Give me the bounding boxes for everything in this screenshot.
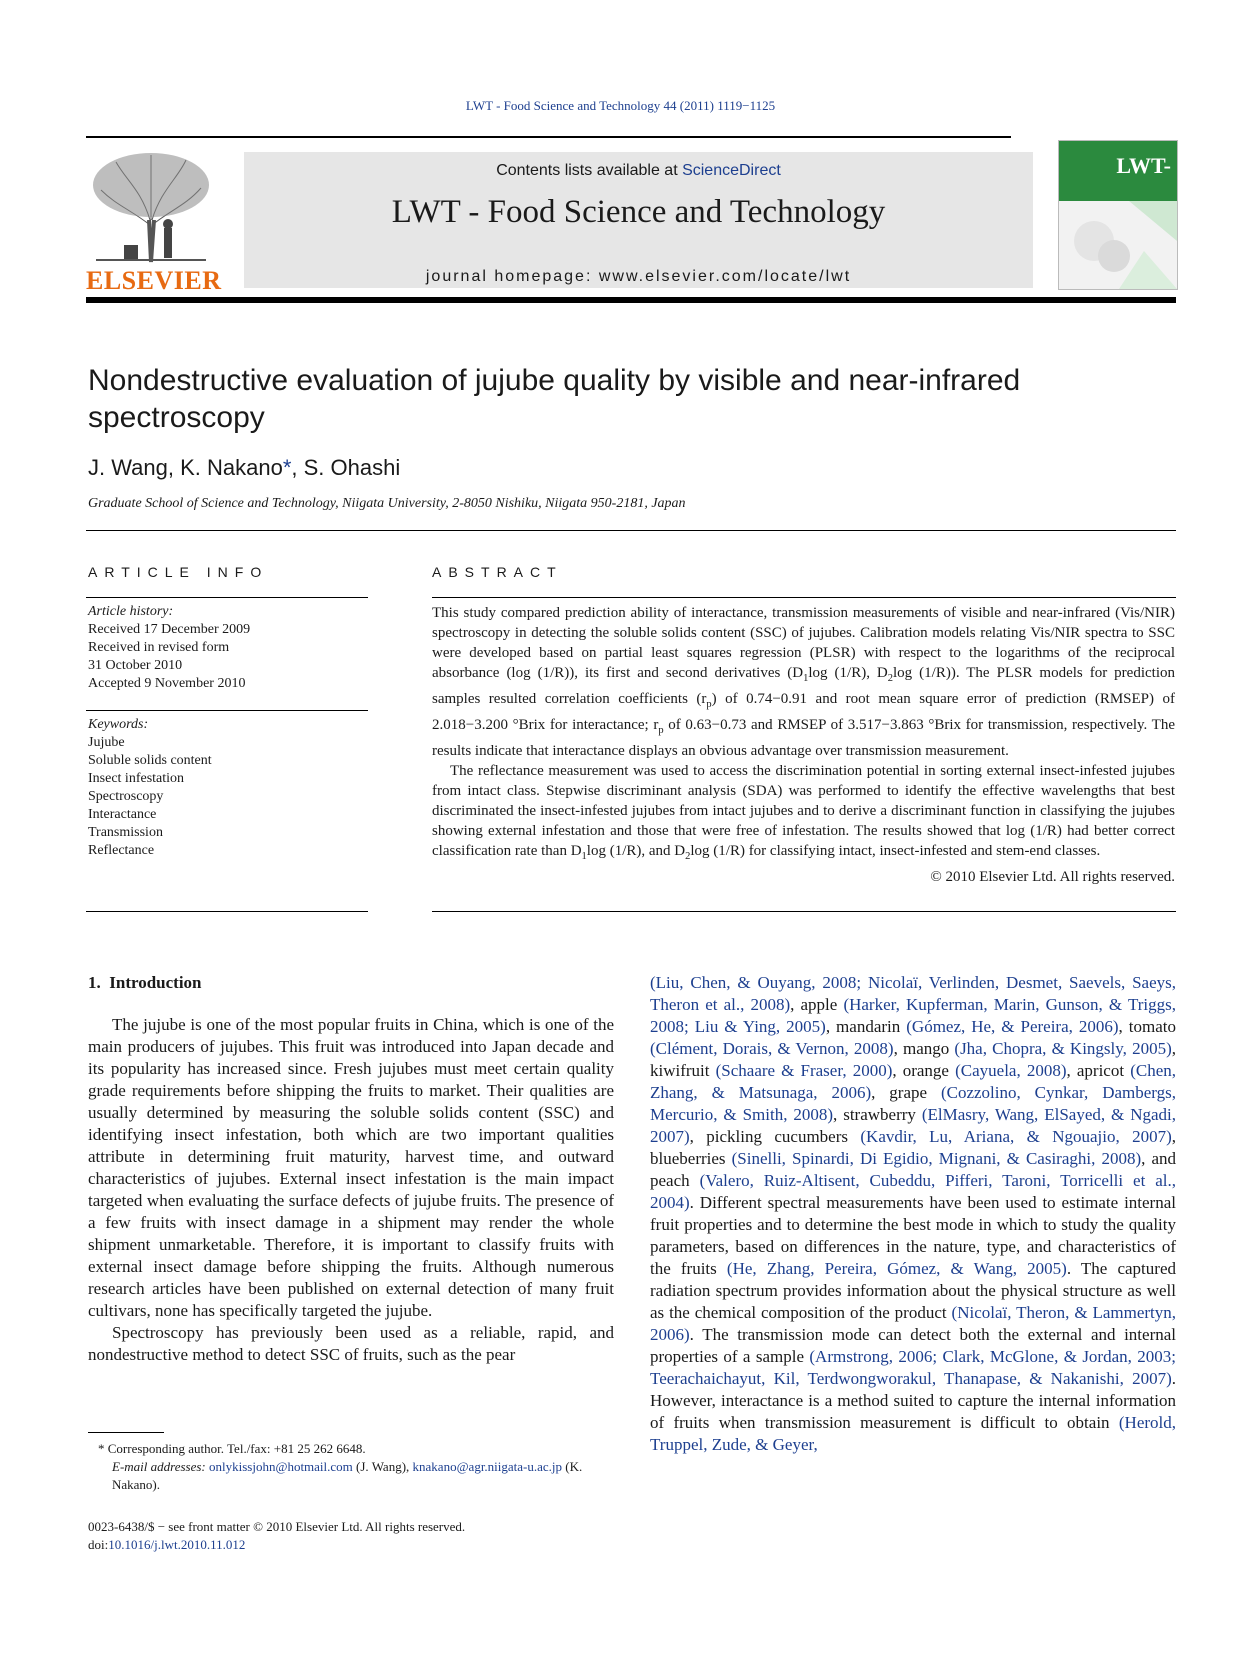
body-text: , orange (892, 1061, 956, 1080)
affiliation: Graduate School of Science and Technology, Niigata University, 2-8050 Nishiku, Niigata 950-2181, Japan (88, 496, 686, 511)
article-info-bottom-rule (86, 911, 368, 912)
contents-line (244, 162, 1033, 180)
keyword-item: Jujube (88, 735, 125, 750)
keyword-item: Insect infestation (88, 771, 185, 786)
reference-citation-link[interactable]: (Clément, Dorais, & Vernon, 2008) (650, 1039, 894, 1058)
keywords-rule (86, 710, 368, 711)
section-heading-introduction: 1. Introduction (88, 973, 202, 992)
authors-first: J. Wang, K. Nakano (88, 455, 283, 480)
reference-citation-link[interactable]: (He, Zhang, Pereira, Gómez, & Wang, 2005) (726, 1259, 1067, 1278)
contents-prefix: Contents lists available at (496, 162, 683, 179)
reference-citation-link[interactable]: (Cozzolino, Cynkar, Dambergs, Mercurio, & Smith, 2008) (650, 1083, 1176, 1124)
reference-citation-link[interactable]: (Sinelli, Spinardi, Di Egidio, Mignani, & Casiraghi, 2008) (731, 1149, 1142, 1168)
reference-citation-link[interactable]: (Jha, Chopra, & Kingsly, 2005) (954, 1039, 1172, 1058)
corresponding-author-note: * Corresponding author. Tel./fax: +81 25 262 6648. (98, 1441, 366, 1456)
body-text: . The transmission mode can detect both the external and internal properties of a sample (650, 1325, 1176, 1366)
cover-title: LWT- (1116, 153, 1171, 178)
history-label: Article history: (88, 604, 174, 619)
abstract-copyright: © 2010 Elsevier Ltd. All rights reserved. (930, 869, 1175, 885)
body-text: , and peach (650, 1149, 1176, 1190)
author-list (88, 455, 400, 481)
keywords (88, 716, 368, 860)
intro-right-column (650, 972, 1176, 1456)
body-text: , grape (871, 1083, 941, 1102)
reference-citation-link[interactable]: (Herold, Truppel, Zude, & Geyer, (650, 1413, 1176, 1454)
header-top-rule (86, 136, 1011, 138)
body-text: , apricot (1066, 1061, 1131, 1080)
doi-link[interactable]: 10.1016/j.lwt.2010.11.012 (108, 1537, 246, 1552)
keyword-item: Soluble solids content (88, 753, 212, 768)
journal-homepage[interactable]: journal homepage: www.elsevier.com/locate/lwt (425, 268, 852, 285)
authors-last: , S. Ohashi (291, 455, 401, 480)
reference-citation-link[interactable]: (Nicolaï, Theron, & Lammertyn, 2006) (650, 1303, 1177, 1344)
reference-citation-link[interactable]: (Harker, Kupferman, Marin, Gunson, & Triggs, 2008; Liu & Ying, 2005) (650, 995, 1176, 1036)
keyword-item: Transmission (88, 825, 163, 840)
body-text: , apple (790, 995, 844, 1014)
reference-citation-link[interactable]: (Chen, Zhang, & Matsunaga, 2006) (650, 1061, 1176, 1102)
keywords-label: Keywords: (88, 717, 149, 732)
corresponding-author-mark[interactable]: * (282, 455, 292, 480)
body-text: , kiwifruit (650, 1039, 1176, 1080)
reference-citation-link[interactable]: (Armstrong, 2006; Clark, McGlone, & Jordan, 2003; Teerachaichayut, Kil, Terdwongworakul, Thanapase, & Nakanishi, 2007) (650, 1347, 1176, 1388)
reference-citation-link[interactable]: (Valero, Ruiz-Altisent, Cubeddu, Pifferi, Taroni, Torricelli et al., 2004) (650, 1171, 1177, 1212)
history-item: Received in revised form (88, 640, 230, 655)
body-text: , mandarin (825, 1017, 907, 1036)
article-history (88, 603, 368, 693)
intro-continued-paragraph (650, 972, 1176, 1456)
sciencedirect-link[interactable]: ScienceDirect (682, 162, 781, 179)
elsevier-wordmark: ELSEVIER (86, 266, 222, 295)
article-info-rule (86, 597, 368, 598)
keyword-item: Spectroscopy (88, 789, 164, 804)
front-matter (88, 1518, 688, 1554)
reference-citation-link[interactable]: (Cayuela, 2008) (955, 1061, 1067, 1080)
email-addresses: E-mail addresses: onlykissjohn@hotmail.com (J. Wang), knakano@agr.niigata-u.ac.jp (K. Nakano). (112, 1459, 583, 1492)
abstract-bottom-rule (432, 911, 1176, 912)
journal-title: LWT - Food Science and Technology (391, 194, 886, 230)
body-text: . Different spectral measurements have been used to estimate internal fruit properties and to determine the best mode in which to study the quality parameters, based on differences in the nature, type, and characteristics of the fruits (650, 1193, 1176, 1278)
intro-paragraph: The jujube is one of the most popular fruits in China, which is one of the main producers of jujubes. This fruit was introduced into Japan decade and its popularity has increased since. Fresh jujubes must meet certain quality grade requirements before shipping the fruits to market. Their qualities are usually determined by measuring the soluble solids content (SSC) and identifying insect infestation, both which are two important qualities attribute in determining fruit maturity, harvest time, and outward characteristics of jujubes. External insect infestation is the main impact targeted when evaluating the surface defects of jujube fruits. The presence of a few fruits with insect damage in a shipment may render the whole shipment unmarketable. Therefore, it is important to classify fruits with external insect damage before shipping the fruits. Although numerous research articles have been published on external detection of many fruit cultivars, none has specifically targeted the jujube. (88, 1015, 614, 1320)
reference-citation-link[interactable]: (Schaare & Fraser, 2000) (715, 1061, 893, 1080)
abstract-body (432, 603, 1175, 887)
doi-line: doi:10.1016/j.lwt.2010.11.012 (88, 1537, 246, 1552)
paper-title: Nondestructive evaluation of jujube quality by visible and near-infrared spectroscopy (88, 364, 1021, 434)
header-bottom-rule (86, 297, 1176, 303)
body-text: , strawberry (833, 1105, 922, 1124)
reference-citation-link[interactable]: (ElMasry, Wang, ElSayed, & Ngadi, 2007) (650, 1105, 1176, 1146)
intro-paragraph: Spectroscopy has previously been used as a reliable, rapid, and nondestructive method to detect SSC of fruits, such as the pear (88, 1323, 614, 1364)
journal-banner (244, 152, 1033, 288)
history-item: Received 17 December 2009 (88, 622, 251, 637)
article-info-heading: ARTICLE INFO (88, 564, 269, 580)
history-item: Accepted 9 November 2010 (88, 676, 246, 691)
email-link-nakano[interactable]: knakano@agr.niigata-u.ac.jp (412, 1459, 563, 1474)
abstract-paragraph: This study compared prediction ability of interactance, transmission measurements of visible and near-infrared (Vis/NIR) spectroscopy in detecting the soluble solids content (SSC) of jujubes. Calibration models relating Vis/NIR spectra to SSC were developed based on partial least squares regression (PLSR) with respect to the logarithms of the reciprocal absorbance (log (1/R)), its first and second derivatives ($D_1\log$ (1/R), $D_2\log$ (1/R)). The PLSR models for prediction samples resulted correlation coefficients $(r_p)$ of 0.74−0.91 and root mean square error of prediction (RMSEP) of 2.018−3.200 °Brix for interactance; $r_p$ of 0.63−0.73 and RMSEP of 3.517−3.863 °Brix for transmission, respectively. The results indicate that interactance displays an obvious advantage over transmission measurement. (432, 605, 1175, 759)
body-text: . The captured radiation spectrum provides information about the physical structure as well as the chemical composition of the product (650, 1259, 1176, 1322)
journal-cover-thumbnail (1058, 140, 1178, 290)
body-text: , mango (893, 1039, 955, 1058)
email-link-wang[interactable]: onlykissjohn@hotmail.com (209, 1459, 353, 1474)
abstract-rule (432, 597, 1176, 598)
reference-citation-link[interactable]: (Liu, Chen, & Ouyang, 2008; Nicolaï, Verlinden, Desmet, Saevels, Saeys, Theron et al., 2008) (650, 973, 1176, 1014)
keyword-item: Interactance (88, 807, 157, 822)
abstract-paragraph: The reflectance measurement was used to access the discrimination potential in sorting external insect-infested jujubes from intact class. Stepwise discriminant analysis (SDA) was performed to identify the effective wavelengths that best discriminated the insect-infested jujubes from intact jujubes and to derive a discriminant function in classifying the jujubes showing external infestation and those that were free of infestation. The results showed that log (1/R) had better correct classification rate than $D_1\log$ (1/R), and $D_2\log$ (1/R) for classifying intact, insect-infested and stem-end classes. (432, 763, 1175, 862)
intro-left-column (88, 972, 614, 1366)
issn-line: 0023-6438/$ − see front matter © 2010 Elsevier Ltd. All rights reserved. (88, 1519, 466, 1534)
history-item: 31 October 2010 (88, 658, 183, 673)
body-text: . However, interactance is a method suited to capture the internal information of fruits when transmission measurement is difficult to obtain (650, 1369, 1176, 1432)
body-text: , pickling cucumbers (689, 1127, 861, 1146)
title-rule (86, 530, 1176, 531)
reference-citation-link[interactable]: (Kavdir, Lu, Ariana, & Ngouajio, 2007) (860, 1127, 1172, 1146)
abstract-heading: ABSTRACT (432, 564, 563, 580)
footnote-rule (88, 1432, 164, 1433)
footnotes (88, 1440, 614, 1494)
body-text: , tomato (1118, 1017, 1176, 1036)
keyword-item: Reflectance (88, 843, 155, 858)
journal-citation[interactable]: LWT - Food Science and Technology 44 (2011) 1119−1125 (465, 98, 776, 113)
body-text: , blueberries (650, 1127, 1176, 1168)
reference-citation-link[interactable]: (Gómez, He, & Pereira, 2006) (906, 1017, 1119, 1036)
